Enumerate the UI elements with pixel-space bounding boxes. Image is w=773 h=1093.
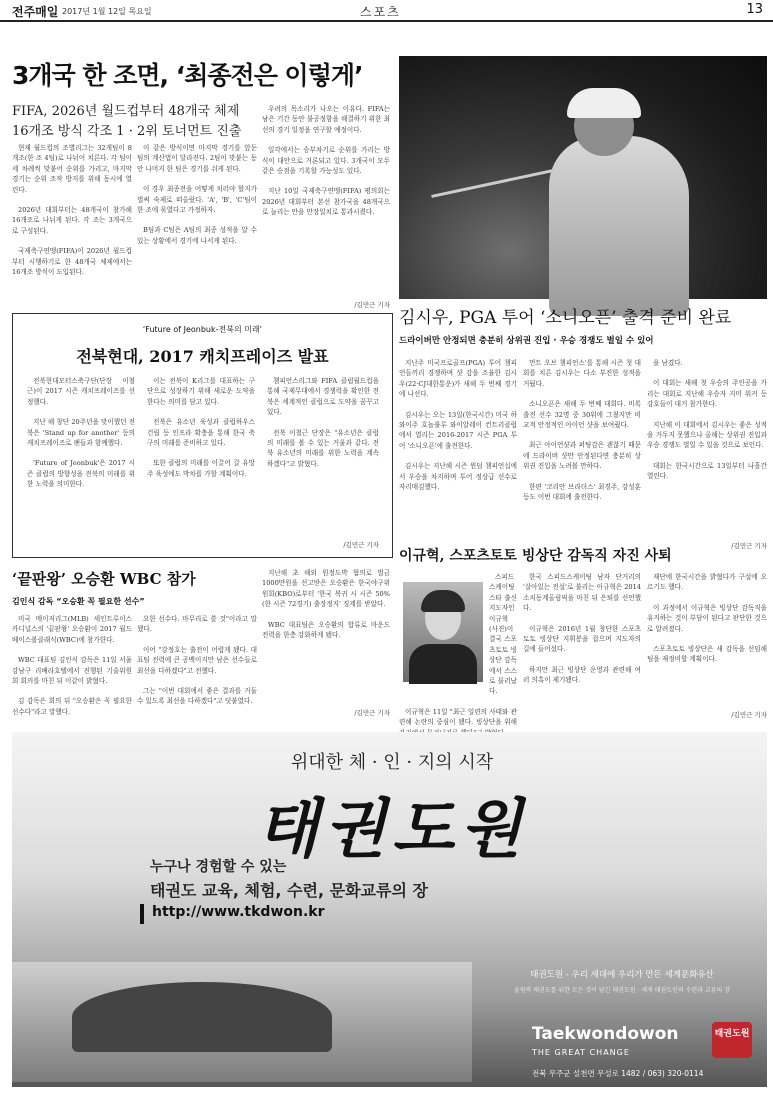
ad-line-1: 누구나 경험할 수 있는	[150, 859, 287, 875]
paragraph: 최근 아이언샷과 퍼팅감은 괜찮기 때문에 드라이버 샷만 안정된다면 충분히 상위권 진입을 노려볼 만하다.	[523, 441, 641, 471]
story4-column-2	[137, 614, 257, 718]
story2-column-3	[267, 376, 379, 534]
paragraph: 그는 "이번 대회에서 좋은 결과를 거둘 수 있도록 최선을 다하겠다"고 덧붙였다.	[137, 687, 257, 706]
story5-column-2	[523, 572, 641, 720]
paragraph: 이 과정에서 이규혁은 빙상단 감독직을 유지하는 것이 부담이 된다고 판단한 것으로 알려졌다.	[647, 603, 767, 633]
story1-headline: 3개국 한 조면, ‘최종전은 이렇게’	[12, 61, 363, 90]
story3-byline: /김민근 기자	[731, 542, 767, 550]
story4-subhead: 김인식 감독 “오승환 꼭 필요한 선수”	[12, 597, 145, 606]
paragraph: 대회는 한국시간으로 13일부터 나흘간 열린다.	[647, 461, 767, 481]
paragraph: 스포츠토토 빙상단은 새 감독을 선임해 팀을 재정비할 계획이다.	[647, 645, 767, 664]
paragraph: 먼트 오브 챔피언스'를 통해 시즌 첫 대회를 치른 김시우는 다소 부진한 성적을 거뒀다.	[523, 359, 641, 388]
paragraph: 스피드스케이팅 스타 출신 지도자인 이규혁 (사진)이 결국 스포츠토토 빙상단 감독에서 스스로 물러났다.	[489, 573, 517, 696]
ad-building-photo	[12, 962, 472, 1082]
paragraph: 2026년 대회부터는 48개국이 참가해 16개조로 나뉘게 된다. 각 조는 3개국으로 구성된다.	[12, 206, 132, 235]
story1-subhead-1: FIFA, 2026년 월드컵부터 48개국 체제	[12, 104, 240, 119]
paragraph: 이규혁은 2016년 1월 창단한 스포츠토토 빙상단 지휘봉을 잡으며 지도자의 길에 들어섰다.	[523, 624, 641, 654]
paragraph: 소니오픈은 새해 두 번째 대회다. 비록 출전 선수 32명 중 30위에 그쳤지만 비교적 안정적인 아이언 샷을 보여줬다.	[523, 400, 641, 430]
story1-column-3	[262, 104, 390, 300]
story4-column-1	[12, 614, 132, 718]
paragraph: 이 경우 최종전을 어떻게 치러야 할지가 벌써 숙제로 떠올랐다. 'A', 'B', 'C'팀이 한 조에 묶였다고 가정하자.	[137, 185, 257, 215]
paragraph: 김 감독은 회의 뒤 "오승환은 꼭 필요한 선수다"라고 말했다.	[12, 697, 132, 716]
paragraph: 이어 "강정호는 출전이 어렵게 됐다. 대표팀 전력에 큰 공백이지만 남은 선수들로 최선을 다하겠다"고 전했다.	[137, 645, 257, 675]
story5-column-1	[399, 572, 517, 727]
paragraph: WBC 대표팀은 오승환의 합류로 마운드 전력을 한층 강화하게 됐다.	[262, 620, 390, 640]
ad-tagline: 위대한 체 · 인 · 지의 시작	[290, 752, 494, 773]
paragraph: 또한 클럽의 미래를 이끌어 갈 유망주 육성에도 박차를 가할 계획이다.	[147, 459, 255, 478]
paragraph: 우려의 목소리가 나오는 이유다. FIFA는 남은 기간 동안 불공정함을 해결하기 위한 최선의 경기 일정을 연구할 예정이다.	[262, 105, 390, 134]
golfer-body-shape	[549, 136, 689, 316]
story2-box	[12, 313, 393, 558]
ad-caption: 태권도원 - 우리 세대에 우리가 만든 세계문화유산	[530, 970, 714, 980]
ad-address: 전북 무주군 설천면 무설로 1482 / 063) 320-0114	[532, 1069, 704, 1078]
story1-subhead-2: 16개조 방식 각조 1 · 2위 토너먼트 진출	[12, 124, 242, 139]
story3-column-2	[523, 358, 641, 538]
ad-logo-text: 태권도원	[256, 792, 528, 867]
paragraph: 한편 '코리안 브라더스' 최경주, 강성훈 등도 이번 대회에 출전한다.	[523, 482, 641, 502]
golfer-cap-shape	[567, 88, 641, 118]
taekwondowon-advertisement	[12, 732, 767, 1087]
newspaper-logo: 전주매일	[12, 5, 59, 19]
paragraph: 을 남겼다.	[653, 359, 683, 367]
story1-column-1	[12, 143, 132, 311]
ad-line-2: 태권도 교육, 체험, 수련, 문화교류의 장	[150, 881, 428, 900]
story2-byline: /김민근 기자	[343, 541, 379, 549]
section-name: 스포츠	[360, 5, 401, 19]
story3-column-1	[399, 358, 517, 538]
ad-url[interactable]: http://www.tkdwon.kr	[140, 904, 380, 924]
paragraph: 전북 이철근 단장은 "유소년은 클럽의 미래를 볼 수 있는 거울과 같다. 전북 유소년의 미래를 위한 노력을 계속하겠다"고 밝혔다.	[267, 428, 379, 468]
story5-headline: 이규혁, 스포츠토토 빙상단 감독직 자진 사퇴	[399, 548, 672, 564]
paragraph: 지난해 초 해외 원정도박 혐의로 벌금 1000만원을 선고받은 오승환은 한국야구위원회(KBO)로부터 '한국 복귀 시 시즌 50%(한 시즌 72경기) 출장정지' 징계를 받았다.	[262, 569, 390, 609]
paragraph: 미국 메이저리그(MLB) 세인트루이스 카디널스의 '끝판왕' 오승환이 2017 월드베이스볼클래식(WBC)에 참가한다.	[12, 615, 132, 644]
paragraph: 지난해 이 대회에서 김시우는 좋은 성적을 거두지 못했으나 올해는 상위권 진입과 우승 경쟁도 벌일 수 있을 것으로 보인다.	[647, 420, 767, 450]
ad-red-badge: 태권도원	[712, 1022, 752, 1058]
paragraph: 이 같은 방식이면 마지막 경기를 앞둔 팀의 계산법이 달라진다. 2팀이 맞붙는 동안 나머지 한 팀은 경기를 쉬게 된다.	[137, 144, 257, 173]
page-header	[0, 0, 773, 22]
story2-column-1	[27, 376, 135, 542]
story2-headline: 전북현대, 2017 캐치프레이즈 발표	[76, 347, 329, 366]
story2-kicker: ‘Future of Jeonbuk-전북의 미래’	[142, 325, 263, 334]
paragraph: 챔피언스리그와 FIFA 클럽월드컵을 통해 국제무대에서 경쟁력을 확인한 전북은 세계적인 클럽으로 도약을 꿈꾸고 있다.	[267, 377, 379, 417]
paragraph: 이는 전북이 K리그를 대표하는 구단으로 성장하기 위해 새로운 도약을 한다는 의미를 담고 있다.	[147, 377, 255, 406]
paragraph: 김시우는 오는 13일(한국시간) 미국 하와이주 호놀룰루 와이알레이 컨트리클럽에서 열리는 2016-2017 시즌 PGA 투어 '소니오픈'에 출전한다.	[399, 410, 517, 450]
ad-small-text: 올림픽 태권도를 위한 모든 것이 담긴 태권도원 · 세계 태권도인의 수련과 교류의 장	[513, 987, 731, 994]
story4-column-3	[262, 568, 390, 708]
page-number: 13	[746, 2, 763, 17]
story3-subhead: 드라이버만 안정되면 충분히 상위권 진입 · 우승 경쟁도 벌일 수 있어	[399, 336, 654, 346]
issue-date: 2017년 1월 12일 목요일	[62, 7, 152, 16]
paragraph: 요한 선수다. 마무리로 쓸 것"이라고 말했다.	[137, 615, 257, 634]
paragraph: B팀과 C팀은 A팀의 최종 성적을 알 수 있는 상황에서 경기에 나서게 된다.	[137, 226, 257, 245]
paragraph: 하지만 최근 빙상단 운영과 관련해 여러 의혹이 제기됐다.	[523, 665, 641, 685]
paragraph: 김시우는 지난해 시즌 윈덤 챔피언십에서 우승을 차지하며 투어 정상급 선수로 자리매김했다.	[399, 462, 517, 492]
paragraph: 지난주 미국프로골프(PGA) 투어 챔피언들끼리 경쟁하며 샷 감을 조율한 김시우(22·CJ대한통운)가 새해 두 번째 경기에 나선다.	[399, 359, 517, 399]
paragraph: 이규혁은 11일 "최근 일련의 사태와 관련해 논란의 중심이 됐다. 빙상단을 위해	[399, 707, 517, 727]
story5-column-3	[647, 572, 767, 710]
ad-building-shape	[72, 982, 332, 1052]
story1-byline: /김민근 기자	[354, 301, 390, 309]
story1-column-2	[137, 143, 257, 311]
paragraph: 전북은 유소년 육성과 클럽하우스 건립 등 인프라 확충을 통해 한국 축구의 미래를 준비하고 있다.	[147, 418, 255, 448]
ad-brand: Taekwondowon	[532, 1024, 679, 1044]
paragraph: 'Future of Jeonbuk'은 2017 시즌 클럽의 방향성을 전북의 미래를 위한 노력을 의미한다.	[27, 459, 135, 489]
story4-byline: /김민근 기자	[354, 709, 390, 717]
paragraph: 지난 10일 국제축구연맹(FIFA) 평의회는 2026년 대회부터 본선 참가국을 48개국으로 늘리는 안을 만장일치로 통과시켰다.	[262, 187, 390, 217]
paragraph: 전북현대모터스축구단(단장 이철근)이 2017 시즌 캐치프레이즈를 선정했다.	[27, 377, 135, 406]
paragraph: 이 대회는 새해 첫 우승의 주인공을 가리는 대회로 지난해 우승자 지미 워커 등 강호들이 대거 참가한다.	[647, 379, 767, 409]
paragraph: 지난 해 창단 20주년을 맞이했던 전북은 'Stand up for another' 등의 캐치프레이즈로 팬들과 함께했다.	[27, 418, 135, 448]
story2-column-2	[147, 376, 255, 542]
story4-headline: ‘끝판왕’ 오승환 WBC 참가	[12, 570, 196, 588]
golfer-photo	[399, 56, 767, 299]
paragraph: 한국 스피드스케이팅 남자 단거리의 '살아있는 전설'로 불리는 이규혁은 2014 소치동계올림픽을 마친 뒤 은퇴를 선언했다.	[523, 573, 641, 613]
paragraph: 국제축구연맹(FIFA)이 2026년 월드컵부터 시행하기로 한 48개국 체제에서는 16개조 방식이 도입된다.	[12, 247, 132, 277]
paragraph: 현재 월드컵의 조별리그는 32개팀이 8개조(한 조 4팀)로 나뉘어 치른다. 각 팀이 세 차례씩 맞붙어 순위를 가리고, 마지막 경기는 순위 조작 방지를 위해 동시에 열린다.	[12, 144, 132, 194]
paragraph: 재단에 한국시간을 밝혔다가 구설에 오르기도 했다.	[647, 573, 767, 592]
ad-brand-sub: THE GREAT CHANGE	[532, 1048, 630, 1057]
paragraph: WBC 대표팀 김인식 감독은 11일 서울 강남구 리베라호텔에서 진행된 기술위원회 회의를 마친 뒤 이같이 밝혔다.	[12, 656, 132, 686]
story3-column-3	[647, 358, 767, 538]
story3-headline: 김시우, PGA 투어 ‘소니오픈’ 출격 준비 완료	[399, 308, 732, 328]
story5-byline: /김민근 기자	[731, 711, 767, 719]
paragraph: 일각에서는 승부차기로 순위를 가리는 방식이 대안으로 거론되고 있다. 3개국이 모두 같은 승점을 기록할 가능성도 있다.	[262, 146, 390, 176]
